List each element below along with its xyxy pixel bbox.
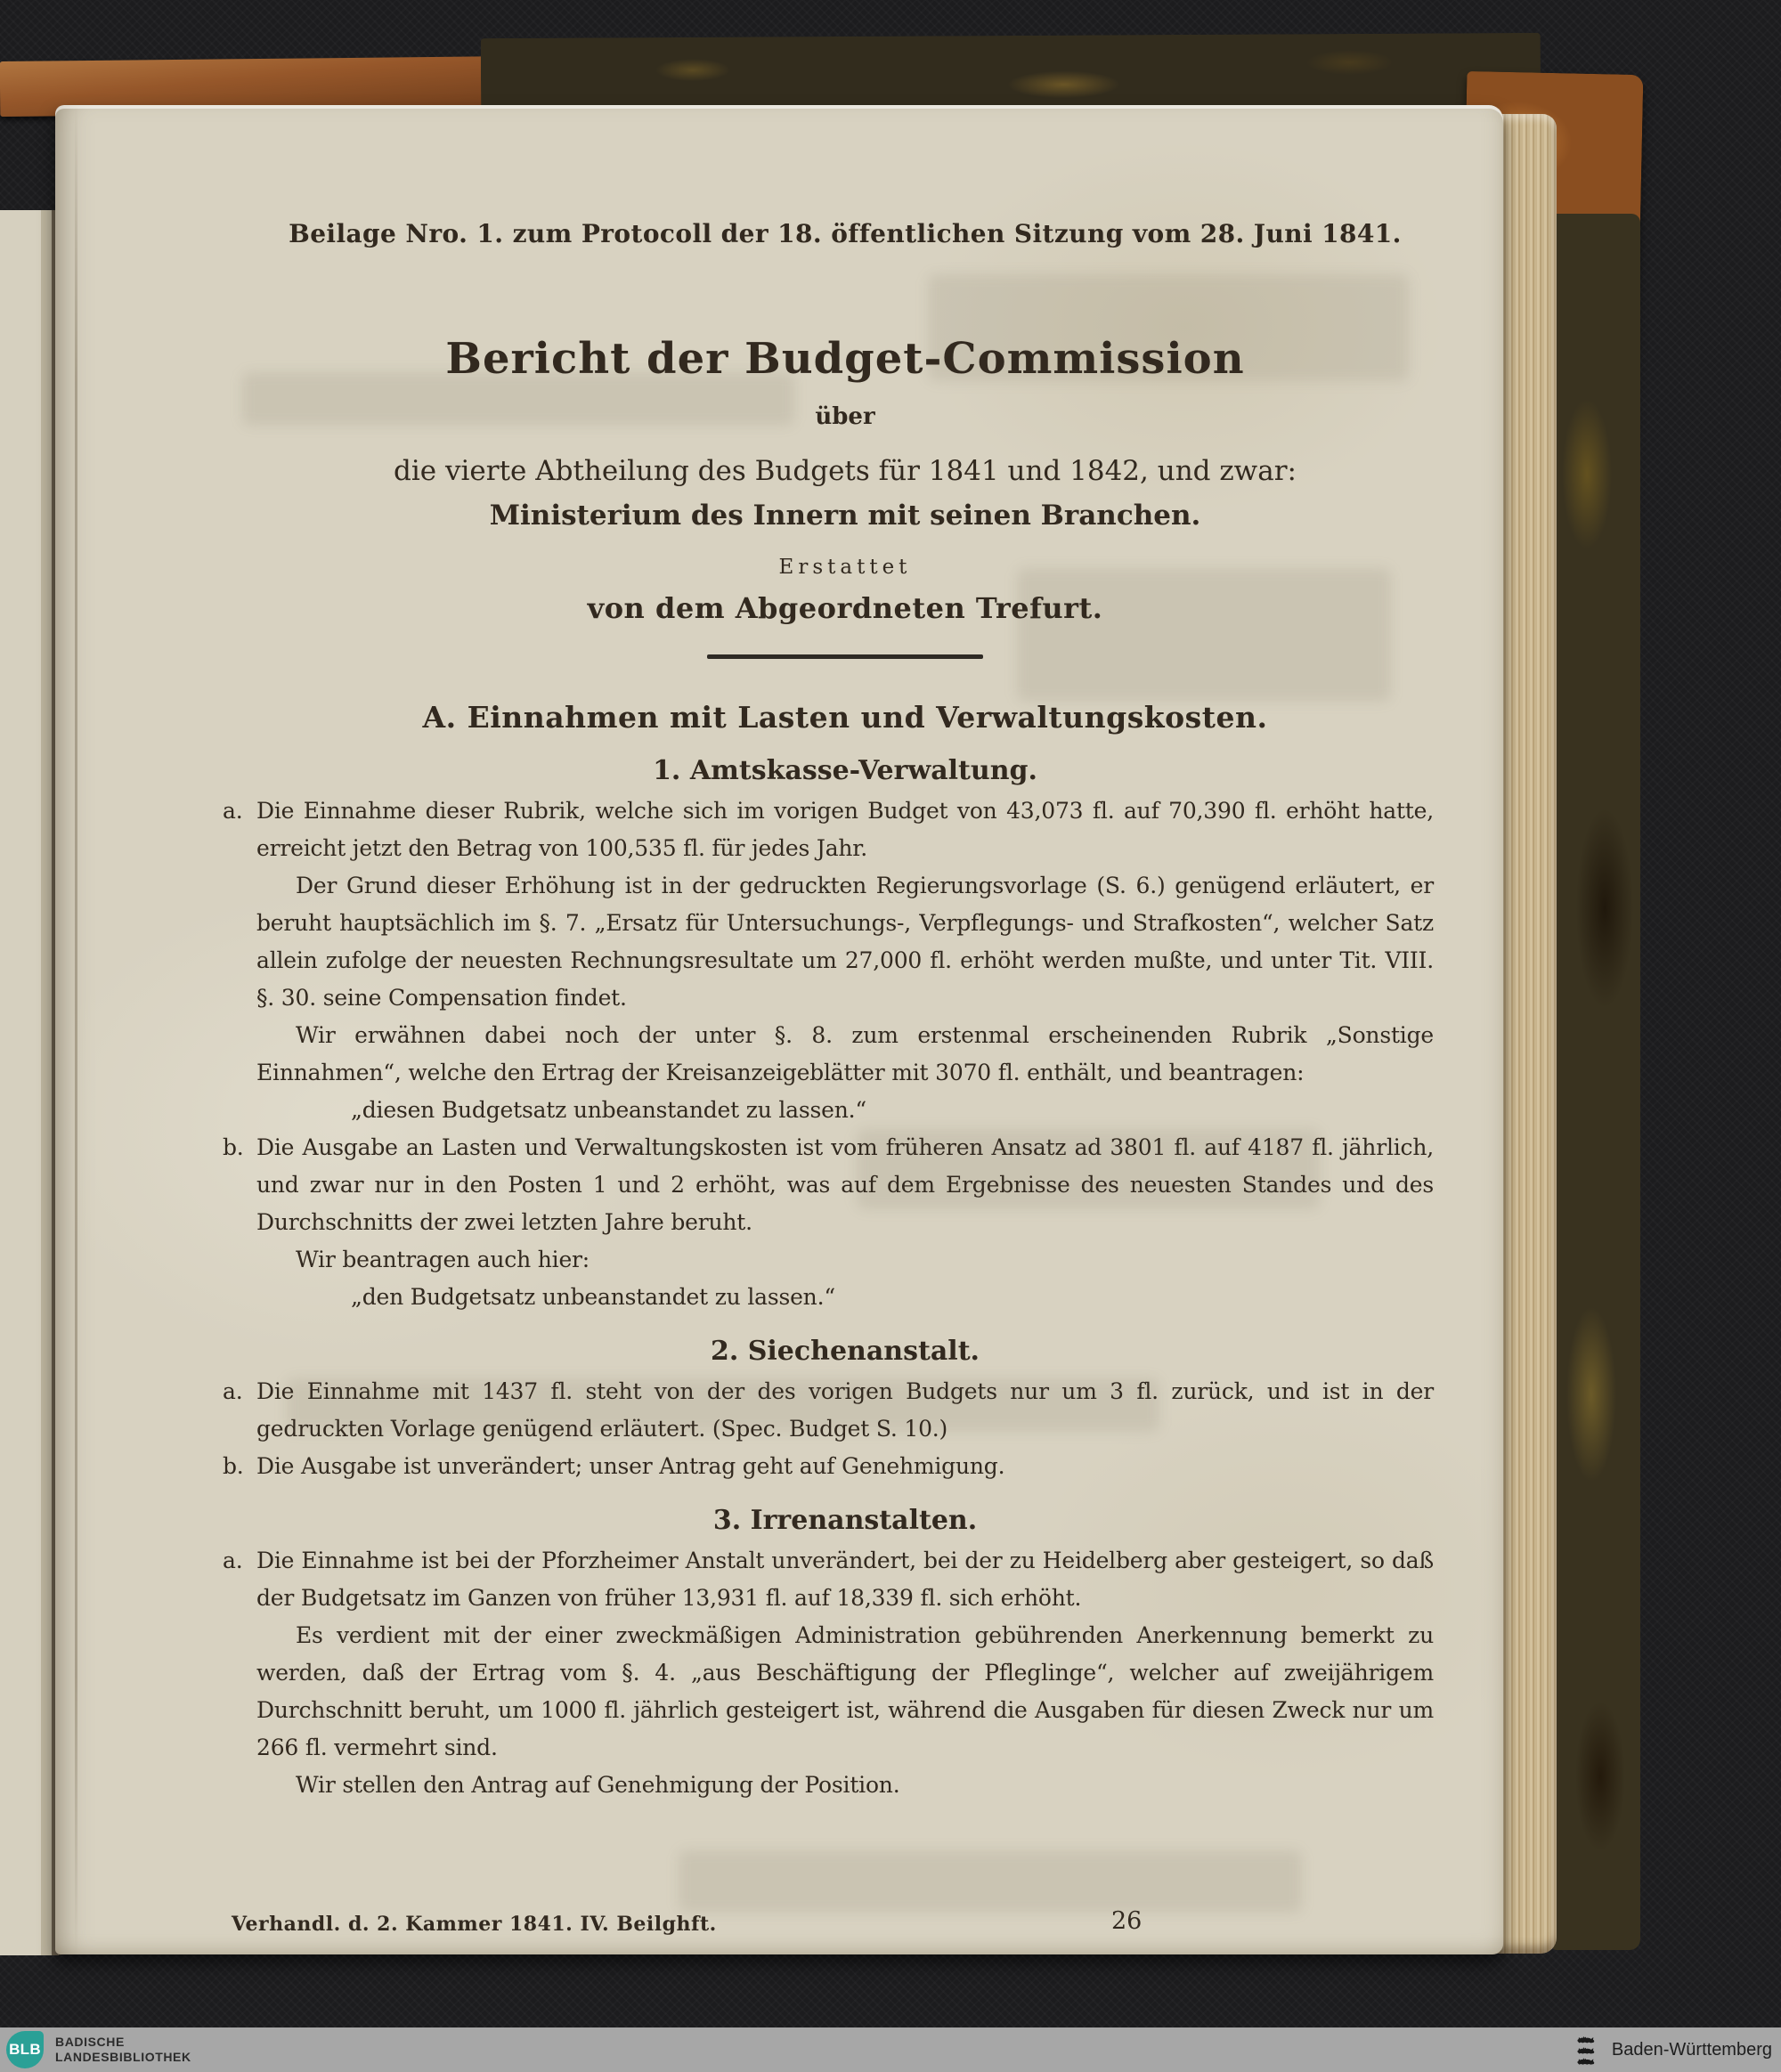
document-title: Bericht der Budget-Commission — [445, 334, 1245, 384]
item-marker: a. — [223, 1548, 243, 1573]
paragraph-text: Es verdient mit der einer zweckmäßigen Administration gebührenden Anerkennung bemerkt zu werden, daß der Ertrag vom §. 4. „aus Beschäftigung der Pfleglinge“, welcher auf zweijährigem Durchschnitt beruht, um 1000 fl. jährlich gesteigert ist, während die Ausgaben für diesen Zweck nur um 266 fl. vermehrt sind. — [256, 1622, 1434, 1760]
body-paragraph — [223, 1373, 1434, 1448]
reporter-line: von dem Abgeordneten Trefurt. — [587, 591, 1103, 625]
ink-show-through — [679, 1850, 1302, 1913]
title-connector: über — [815, 403, 875, 430]
paragraph-text: Wir erwähnen dabei noch der unter §. 8. zum erstenmal erscheinenden Rubrik „Sonstige Einnahmen“, welche den Ertrag der Kreisanzeigeblätter mit 3070 fl. enthält, und beantragen: — [256, 1022, 1434, 1085]
library-brand-link[interactable] — [0, 2031, 191, 2068]
book-cover-right-edge — [1551, 214, 1640, 1950]
body-paragraph — [256, 1767, 1434, 1804]
item-marker: a. — [223, 798, 243, 824]
quoted-motion — [351, 1279, 1434, 1316]
section-heading-3: 3. Irrenanstalten. — [712, 1505, 978, 1536]
library-name-line2: LANDESBIBLIOTHEK — [55, 2050, 191, 2064]
part-heading: A. Einnahmen mit Lasten und Verwaltungskosten. — [422, 700, 1268, 735]
baden-wuerttemberg-lions-icon — [1576, 2033, 1603, 2067]
body-paragraph — [223, 792, 1434, 867]
section-heading-1: 1. Amtskasse-Verwaltung. — [653, 755, 1037, 786]
library-name — [55, 2035, 191, 2065]
page-number: 26 — [1111, 1907, 1143, 1935]
state-name: Baden-Württemberg — [1611, 2039, 1772, 2060]
page-text-block — [55, 105, 1503, 1804]
body-paragraph — [256, 1617, 1434, 1767]
book-page-stack-edge — [1494, 114, 1557, 1954]
document-page — [55, 105, 1503, 1954]
body-paragraph — [256, 1241, 1434, 1279]
paragraph-text: „diesen Budgetsatz unbeanstandet zu lassen.“ — [351, 1097, 866, 1123]
body-paragraph — [223, 1129, 1434, 1241]
paragraph-text: Die Ausgabe ist unverändert; unser Antrag geht auf Genehmigung. — [256, 1453, 1005, 1479]
subject-line-2: Ministerium des Innern mit seinen Branchen. — [489, 500, 1201, 532]
item-marker: b. — [223, 1134, 244, 1160]
volume-signature: Verhandl. d. 2. Kammer 1841. IV. Beilghft. — [232, 1913, 717, 1936]
blb-logo-icon — [6, 2031, 44, 2068]
quoted-motion — [351, 1092, 1434, 1129]
blb-logo-text: BLB — [9, 2041, 41, 2058]
paragraph-text: Die Einnahme ist bei der Pforzheimer Anstalt unverändert, bei der zu Heidelberg aber gesteigert, so daß der Budgetsatz im Ganzen von früher 13,931 fl. auf 18,339 fl. sich erhöht. — [256, 1548, 1434, 1611]
paragraph-text: „den Budgetsatz unbeanstandet zu lassen.“ — [351, 1284, 835, 1310]
document-header-line: Beilage Nro. 1. zum Protocoll der 18. öffentlichen Sitzung vom 28. Juni 1841. — [289, 219, 1402, 248]
paragraph-text: Wir stellen den Antrag auf Genehmigung der Position. — [296, 1772, 900, 1798]
item-marker: b. — [223, 1453, 244, 1479]
paragraph-text: Der Grund dieser Erhöhung ist in der gedruckten Regierungsvorlage (S. 6.) genügend erläutert, er beruht hauptsächlich im §. 7. „Ersatz für Untersuchungs-, Verpflegungs- und Strafkosten“, welcher Satz allein zufolge der neuesten Rechnungsresultate um 27,000 fl. erhöht werden mußte, und unter Tit. VIII. §. 30. seine Compensation findet. — [256, 873, 1434, 1011]
viewer-footer-bar — [0, 2027, 1781, 2072]
body-paragraph — [223, 1542, 1434, 1617]
body-paragraph — [256, 867, 1434, 1017]
reported-label: Erstattet — [778, 556, 912, 579]
paragraph-text: Die Ausgabe an Lasten und Verwaltungskosten ist vom früheren Ansatz ad 3801 fl. auf 4187 fl. jährlich, und zwar nur in den Posten 1 und 2 erhöht, was auf dem Ergebnisse des neuesten Standes und des Durchschnitts der zwei letzten Jahre beruht. — [256, 1134, 1434, 1235]
state-brand-link[interactable] — [1576, 2033, 1781, 2067]
subject-line-1: die vierte Abtheilung des Budgets für 1841 und 1842, und zwar: — [394, 455, 1297, 487]
item-marker: a. — [223, 1378, 243, 1404]
body-paragraph — [223, 1448, 1434, 1485]
paragraph-text: Wir beantragen auch hier: — [296, 1247, 590, 1272]
body-paragraph — [256, 1017, 1434, 1092]
divider-rule — [707, 654, 983, 659]
paragraph-text: Die Einnahme dieser Rubrik, welche sich im vorigen Budget von 43,073 fl. auf 70,390 fl. erhöht hatte, erreicht jetzt den Betrag von 100,535 fl. für jedes Jahr. — [256, 798, 1434, 861]
paragraph-text: Die Einnahme mit 1437 fl. steht von der des vorigen Budgets nur um 3 fl. zurück, und ist in der gedruckten Vorlage genügend erläutert. (Spec. Budget S. 10.) — [256, 1378, 1434, 1442]
section-heading-2: 2. Siechenanstalt. — [710, 1336, 980, 1367]
library-name-line1: BADISCHE — [55, 2035, 125, 2049]
